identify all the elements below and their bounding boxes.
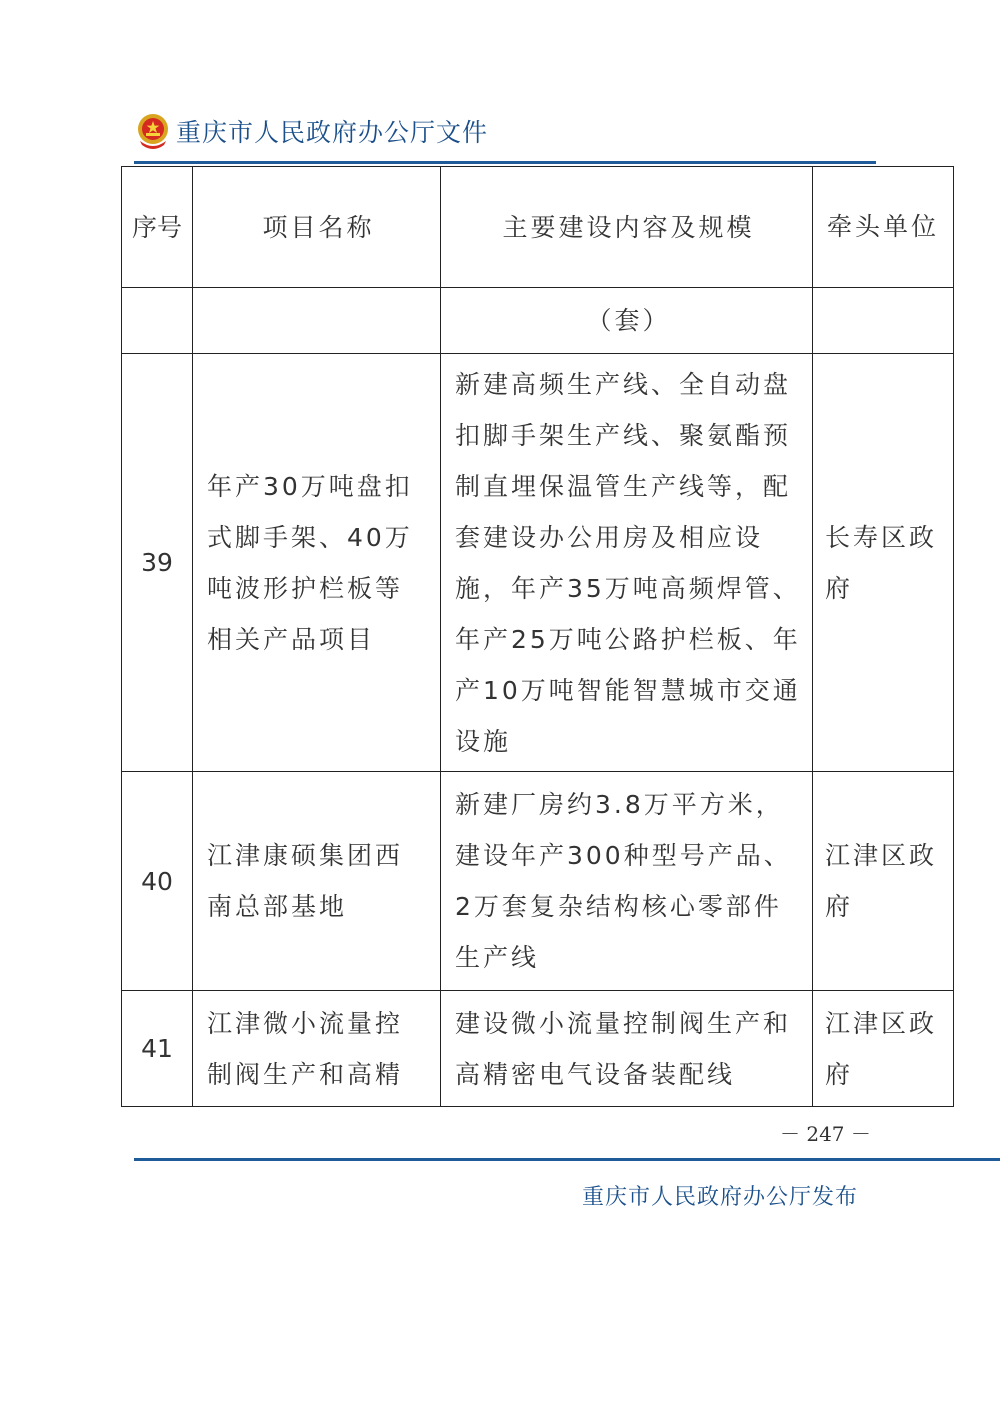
cell-content: 新建高频生产线、全自动盘扣脚手架生产线、聚氨酯预制直埋保温管生产线等，配套建设办公用房及相应设施，年产35万吨高频焊管、年产25万吨公路护栏板、年产10万吨智能智慧城市交通设施 bbox=[441, 354, 813, 772]
table-row bbox=[122, 772, 954, 991]
cell-no: 41 bbox=[122, 991, 193, 1107]
table-header-row bbox=[122, 167, 954, 288]
cell-name: 江津微小流量控制阀生产和高精 bbox=[193, 991, 441, 1107]
cell-name bbox=[193, 288, 441, 354]
table-row-continuation bbox=[122, 288, 954, 354]
header-rule bbox=[134, 161, 876, 164]
footer-text: 重庆市人民政府办公厅发布 bbox=[582, 1185, 859, 1210]
cell-content: 建设微小流量控制阀生产和高精密电气设备装配线 bbox=[441, 991, 813, 1107]
cell-content: 新建厂房约3.8万平方米，建设年产300种型号产品、2万套复杂结构核心零部件生产线 bbox=[441, 772, 813, 991]
cell-unit: 长寿区政府 bbox=[813, 354, 954, 772]
project-table bbox=[121, 166, 954, 1107]
header-no: 序号 bbox=[122, 167, 193, 288]
header-unit: 牵头单位 bbox=[813, 167, 954, 288]
document-header bbox=[136, 108, 488, 154]
table-row bbox=[122, 991, 954, 1107]
header-title: 重庆市人民政府办公厅文件 bbox=[176, 118, 489, 147]
cell-unit: 江津区政府 bbox=[813, 772, 954, 991]
header-content: 主要建设内容及规模 bbox=[441, 167, 813, 288]
cell-no: 39 bbox=[122, 354, 193, 772]
cell-name: 江津康硕集团西南总部基地 bbox=[193, 772, 441, 991]
cell-name: 年产30万吨盘扣式脚手架、40万吨波形护栏板等相关产品项目 bbox=[193, 354, 441, 772]
cell-content: （套） bbox=[441, 288, 813, 354]
cell-no bbox=[122, 288, 193, 354]
cell-unit bbox=[813, 288, 954, 354]
footer-rule bbox=[134, 1158, 1000, 1161]
cell-no: 40 bbox=[122, 772, 193, 991]
page-number: － 247 － bbox=[780, 1122, 871, 1146]
national-emblem-icon bbox=[136, 111, 170, 151]
cell-unit: 江津区政府 bbox=[813, 991, 954, 1107]
header-name: 项目名称 bbox=[193, 167, 441, 288]
table-row bbox=[122, 354, 954, 772]
